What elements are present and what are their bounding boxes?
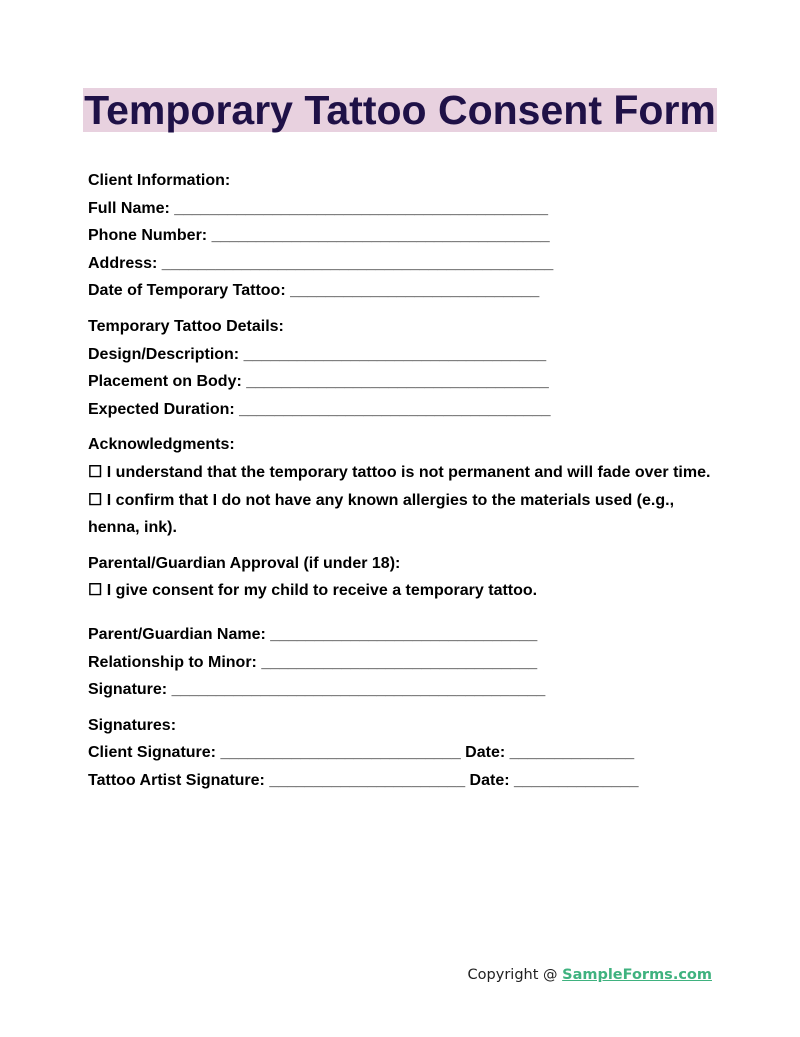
copyright-footer — [468, 967, 712, 983]
expected-duration-field[interactable]: Expected Duration: ___________________________________ — [88, 400, 551, 418]
guardian-name-field[interactable]: Parent/Guardian Name: ______________________________ — [88, 625, 538, 643]
signatures-section — [88, 712, 728, 795]
tattoo-date-field[interactable]: Date of Temporary Tattoo: ____________________________ — [88, 282, 540, 300]
parental-approval-section — [88, 550, 728, 704]
client-information-heading: Client Information: — [88, 172, 231, 189]
tattoo-details-heading: Temporary Tattoo Details: — [88, 317, 284, 335]
form-body — [88, 167, 728, 802]
copyright-text: Copyright @ — [467, 967, 563, 983]
sampleforms-link[interactable]: SampleForms.com — [562, 967, 712, 983]
acknowledgments-heading: Acknowledgments: — [88, 436, 235, 454]
parental-consent-checkbox[interactable]: ☐ I give consent for my child to receive a temporary tattoo. — [88, 582, 538, 600]
full-name-field[interactable]: Full Name: __________________________________________ — [88, 199, 548, 217]
phone-number-field[interactable]: Phone Number: ______________________________________ — [88, 227, 550, 245]
parental-approval-heading: Parental/Guardian Approval (if under 18): — [88, 554, 401, 572]
acknowledgment-checkbox-allergies[interactable]: ☐ I confirm that I do not have any known allergies to the materials used (e.g., henna, ink). — [88, 491, 675, 537]
placement-field[interactable]: Placement on Body: __________________________________ — [88, 373, 549, 391]
title-wrapper — [0, 88, 800, 132]
acknowledgments-section — [88, 431, 728, 541]
spacer — [88, 605, 728, 621]
tattoo-details-section — [88, 313, 728, 423]
guardian-signature-field[interactable]: Signature: __________________________________________ — [88, 681, 546, 699]
client-signature-field[interactable]: Client Signature: ___________________________ Date: ______________ — [88, 744, 635, 762]
relationship-field[interactable]: Relationship to Minor: _______________________________ — [88, 653, 538, 671]
address-field[interactable]: Address: ____________________________________________ — [88, 254, 554, 272]
acknowledgment-checkbox-permanence[interactable]: ☐ I understand that the temporary tattoo is not permanent and will fade over time. — [88, 463, 711, 481]
artist-signature-field[interactable]: Tattoo Artist Signature: ______________________ Date: ______________ — [88, 771, 639, 789]
signatures-heading: Signatures: — [88, 716, 177, 734]
design-description-field[interactable]: Design/Description: __________________________________ — [88, 345, 547, 363]
client-information-section — [88, 167, 728, 305]
page-title: Temporary Tattoo Consent Form — [84, 87, 716, 133]
